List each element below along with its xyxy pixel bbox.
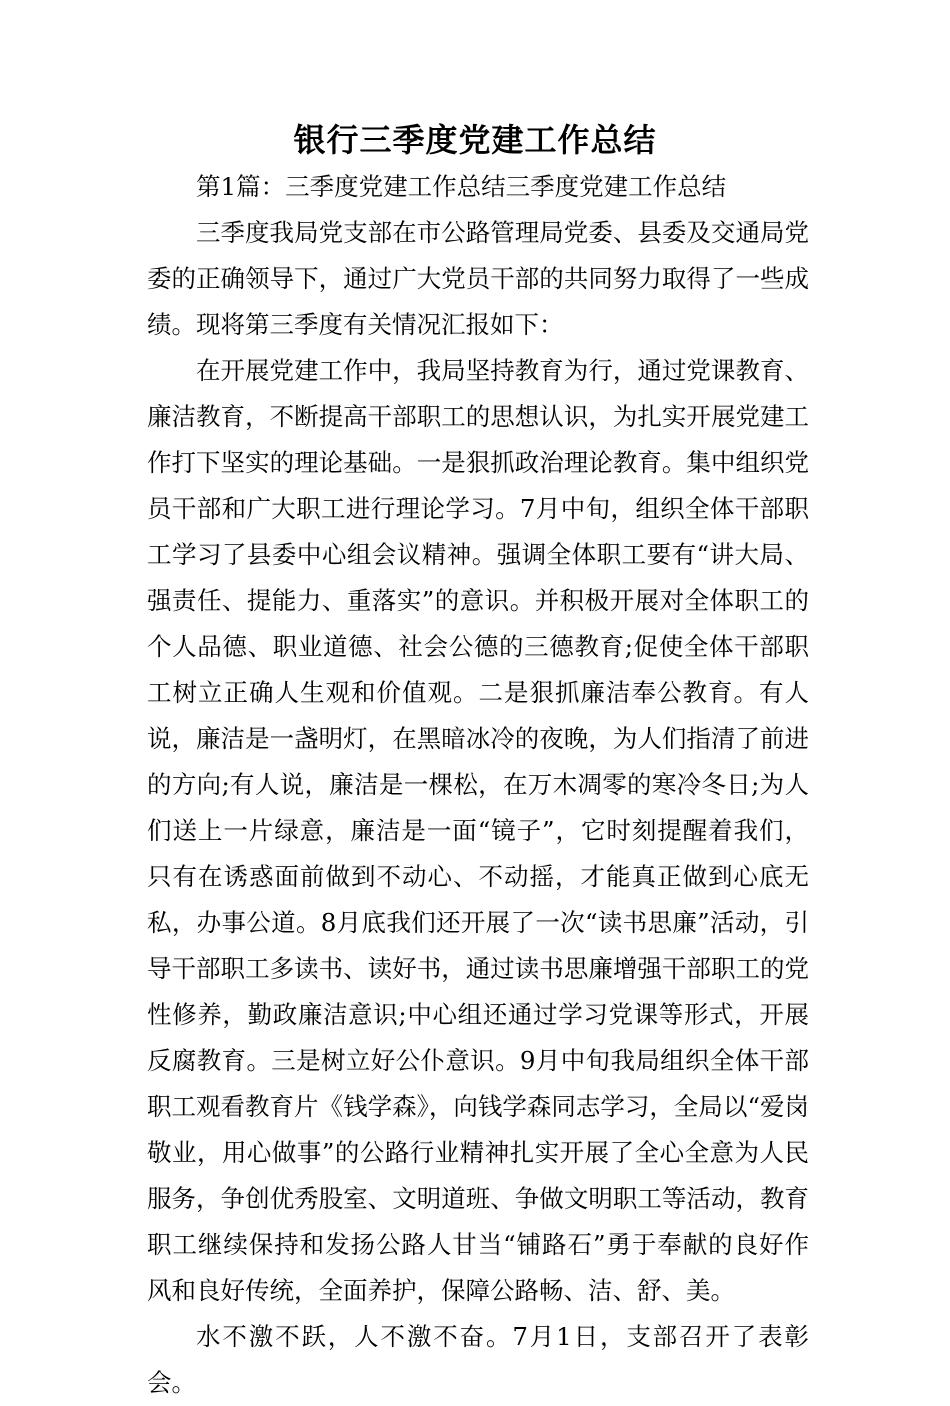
paragraph-intro: 三季度我局党支部在市公路管理局党委、县委及交通局党委的正确领导下，通过广大党员干部的共同努力取得了一些成绩。现将第三季度有关情况汇报如下：	[147, 218, 809, 339]
document-title: 银行三季度党建工作总结	[293, 121, 657, 159]
paragraph-chapter-heading: 第1篇：三季度党建工作总结三季度党建工作总结	[196, 172, 727, 201]
document-body	[147, 164, 809, 1406]
paragraph-commendation: 水不激不跃，人不激不奋。7月1日，支部召开了表彰会。	[147, 1322, 809, 1397]
paragraph-education: 在开展党建工作中，我局坚持教育为行，通过党课教育、廉洁教育，不断提高干部职工的思想认识，为扎实开展党建工作打下坚实的理论基础。一是狠抓政治理论教育。集中组织党员干部和广大职工进行理论学习。7月中旬，组织全体干部职工学习了县委中心组会议精神。强调全体职工要有“讲大局、强责任、提能力、重落实”的意识。并积极开展对全体职工的个人品德、职业道德、社会公德的三德教育;促使全体干部职工树立正确人生观和价值观。二是狠抓廉洁奉公教育。有人说，廉洁是一盏明灯，在黑暗冰冷的夜晚，为人们指清了前进的方向;有人说，廉洁是一棵松，在万木凋零的寒冷冬日;为人们送上一片绿意，廉洁是一面“镜子”，它时刻提醒着我们，只有在诱惑面前做到不动心、不动摇，才能真正做到心底无私，办事公道。8月底我们还开展了一次“读书思廉”活动，引导干部职工多读书、读好书，通过读书思廉增强干部职工的党性修养，勤政廉洁意识;中心组还通过学习党课等形式，开展反腐教育。三是树立好公仆意识。9月中旬我局组织全体干部职工观看教育片《钱学森》，向钱学森同志学习，全局以“爱岗敬业，用心做事”的公路行业精神扎实开展了全心全意为人民服务，争创优秀股室、文明道班、争做文明职工等活动，教育职工继续保持和发扬公路人甘当“铺路石”勇于奉献的良好作风和良好传统，全面养护，保障公路畅、洁、舒、美。	[147, 356, 809, 1305]
